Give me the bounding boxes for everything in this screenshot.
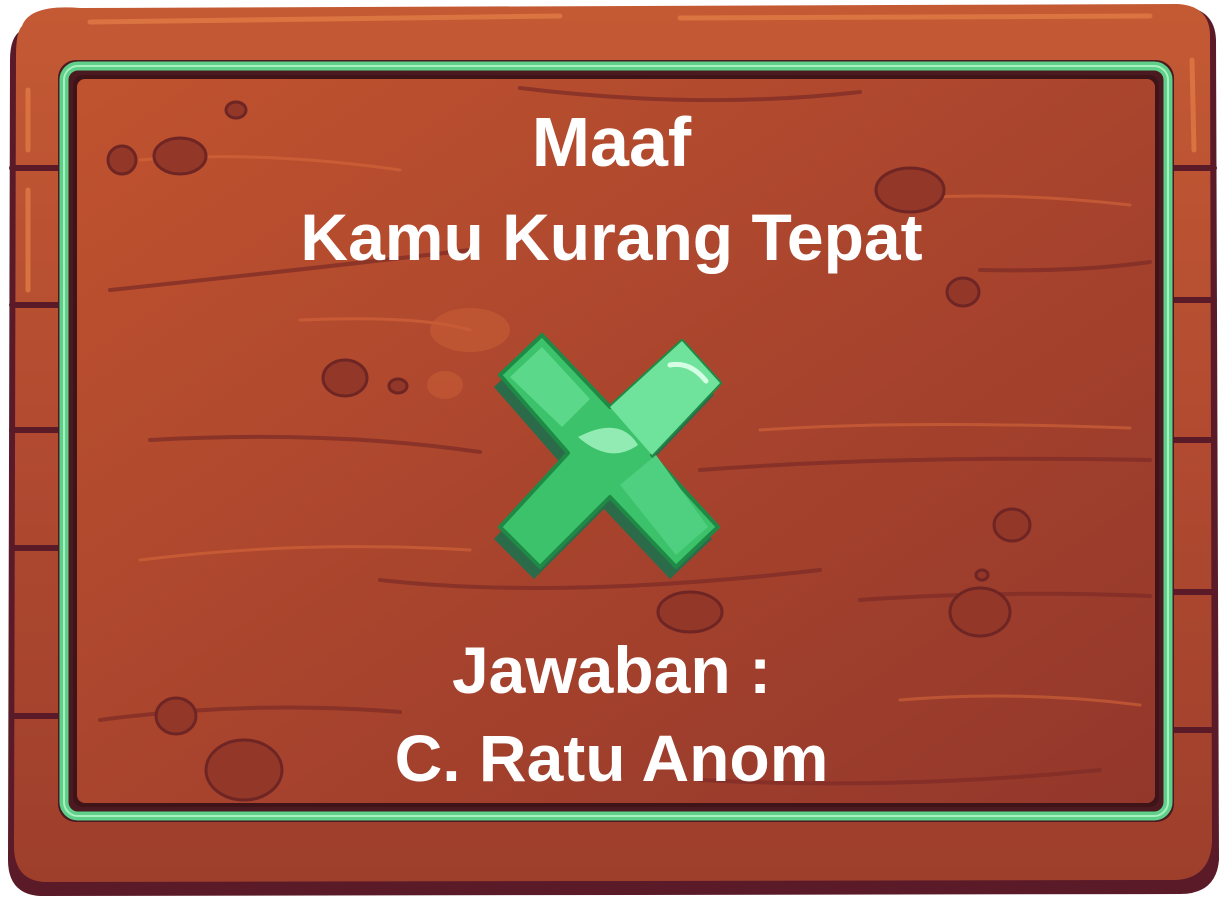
- wrong-x-icon: [470, 305, 740, 585]
- feedback-subtitle: Kamu Kurang Tepat: [300, 200, 923, 274]
- answer-value: C. Ratu Anom: [394, 721, 829, 795]
- feedback-title: Maaf: [531, 103, 692, 181]
- answer-label: Jawaban :: [451, 633, 772, 707]
